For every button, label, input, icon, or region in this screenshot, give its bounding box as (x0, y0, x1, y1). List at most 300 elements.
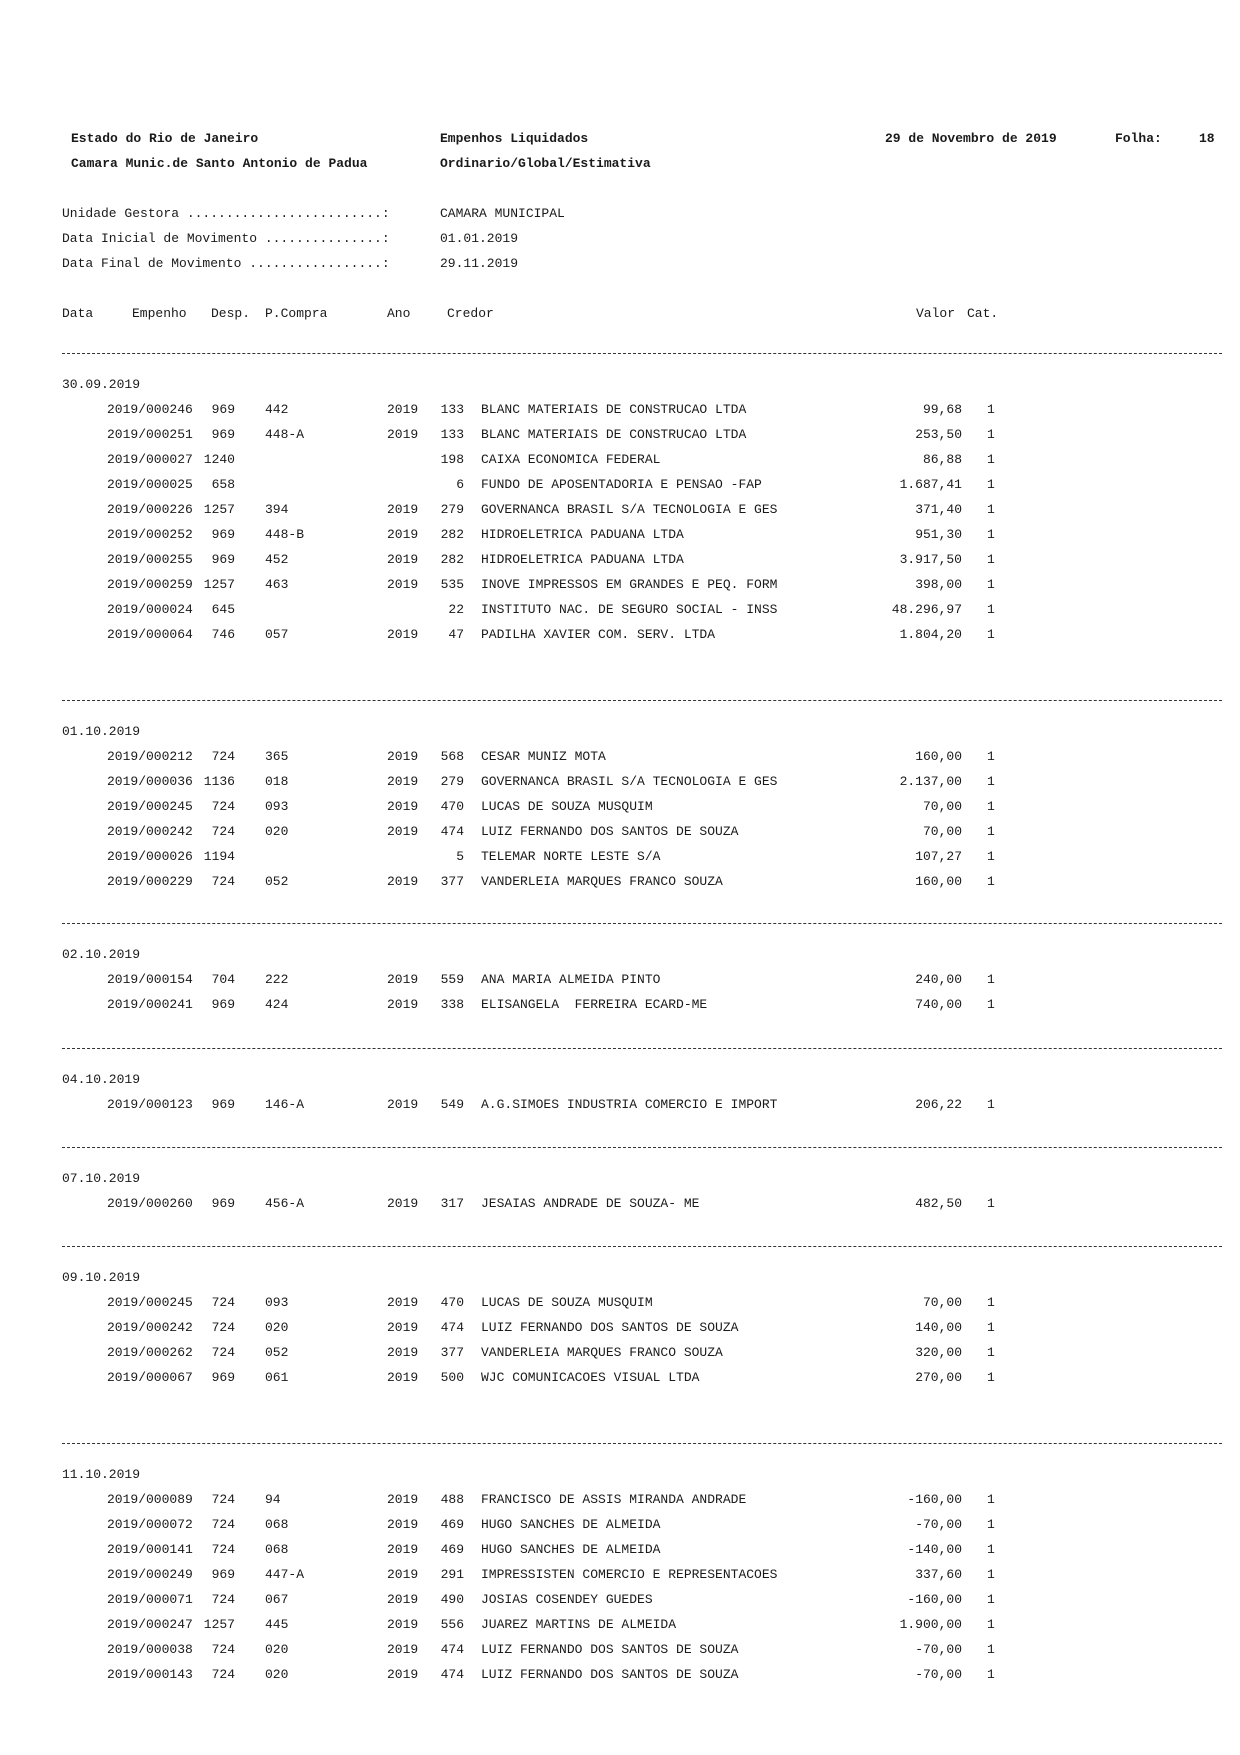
desp-cell: 969 (211, 402, 235, 417)
cat-cell: 1 (987, 749, 995, 764)
valor-cell: 270,00 (915, 1370, 962, 1385)
table-row (0, 527, 1240, 552)
credor-code-cell: 282 (440, 527, 464, 542)
col-data: Data (62, 306, 94, 321)
credor-name-cell: PADILHA XAVIER COM. SERV. LTDA (481, 627, 716, 642)
header-chamber: Camara Munic.de Santo Antonio de Padua (71, 156, 368, 171)
sheet-label: Folha: (1115, 131, 1162, 146)
table-row (0, 972, 1240, 997)
data-inicial-value: 01.01.2019 (440, 231, 519, 246)
empenho-cell: 2019/000249 (107, 1567, 193, 1582)
ano-cell: 2019 (387, 1567, 419, 1582)
section-separator (62, 923, 1222, 924)
section-separator (62, 1443, 1222, 1444)
ano-cell: 2019 (387, 1320, 419, 1335)
group-date: 30.09.2019 (62, 377, 141, 392)
cat-cell: 1 (987, 874, 995, 889)
pcompra-cell: 448-B (265, 527, 305, 542)
valor-cell: 3.917,50 (899, 552, 962, 567)
ano-cell: 2019 (387, 1542, 419, 1557)
credor-code-cell: 470 (440, 799, 464, 814)
pcompra-cell: 020 (265, 1642, 289, 1657)
desp-cell: 724 (211, 1320, 235, 1335)
desp-cell: 1257 (203, 1617, 235, 1632)
credor-code-cell: 559 (440, 972, 464, 987)
desp-cell: 724 (211, 874, 235, 889)
credor-name-cell: IMPRESSISTEN COMERCIO E REPRESENTACOES (481, 1567, 778, 1582)
pcompra-cell: 068 (265, 1542, 289, 1557)
empenho-cell: 2019/000143 (107, 1667, 193, 1682)
ano-cell: 2019 (387, 627, 419, 642)
valor-cell: 398,00 (915, 577, 962, 592)
empenho-cell: 2019/000226 (107, 502, 193, 517)
pcompra-cell: 020 (265, 824, 289, 839)
desp-cell: 1194 (203, 849, 235, 864)
cat-cell: 1 (987, 402, 995, 417)
cat-cell: 1 (987, 602, 995, 617)
desp-cell: 724 (211, 1542, 235, 1557)
ano-cell: 2019 (387, 552, 419, 567)
credor-code-cell: 474 (440, 1667, 464, 1682)
pcompra-cell: 093 (265, 799, 289, 814)
group-date: 09.10.2019 (62, 1270, 141, 1285)
credor-code-cell: 22 (448, 602, 464, 617)
ano-cell: 2019 (387, 1097, 419, 1112)
table-row (0, 1196, 1240, 1221)
credor-name-cell: BLANC MATERIAIS DE CONSTRUCAO LTDA (481, 427, 747, 442)
credor-name-cell: A.G.SIMOES INDUSTRIA COMERCIO E IMPORT (481, 1097, 778, 1112)
credor-code-cell: 279 (440, 502, 464, 517)
pcompra-cell: 222 (265, 972, 289, 987)
credor-code-cell: 47 (448, 627, 464, 642)
credor-name-cell: JUAREZ MARTINS DE ALMEIDA (481, 1617, 677, 1632)
desp-cell: 969 (211, 1196, 235, 1211)
credor-name-cell: INOVE IMPRESSOS EM GRANDES E PEQ. FORM (481, 577, 778, 592)
table-row (0, 1667, 1240, 1692)
valor-cell: 70,00 (922, 799, 962, 814)
desp-cell: 746 (211, 627, 235, 642)
credor-name-cell: LUIZ FERNANDO DOS SANTOS DE SOUZA (481, 1320, 739, 1335)
cat-cell: 1 (987, 799, 995, 814)
table-row (0, 849, 1240, 874)
credor-code-cell: 291 (440, 1567, 464, 1582)
empenho-cell: 2019/000242 (107, 1320, 193, 1335)
group-date: 07.10.2019 (62, 1171, 141, 1186)
valor-cell: 48.296,97 (891, 602, 962, 617)
empenho-cell: 2019/000025 (107, 477, 193, 492)
cat-cell: 1 (987, 1592, 995, 1607)
desp-cell: 969 (211, 997, 235, 1012)
ano-cell: 2019 (387, 799, 419, 814)
empenho-cell: 2019/000123 (107, 1097, 193, 1112)
cat-cell: 1 (987, 1345, 995, 1360)
cat-cell: 1 (987, 552, 995, 567)
unidade-value: CAMARA MUNICIPAL (440, 206, 565, 221)
pcompra-cell: 445 (265, 1617, 289, 1632)
pcompra-cell: 394 (265, 502, 289, 517)
desp-cell: 658 (211, 477, 235, 492)
empenho-cell: 2019/000089 (107, 1492, 193, 1507)
desp-cell: 969 (211, 1567, 235, 1582)
credor-name-cell: INSTITUTO NAC. DE SEGURO SOCIAL - INSS (481, 602, 778, 617)
cat-cell: 1 (987, 427, 995, 442)
empenho-cell: 2019/000071 (107, 1592, 193, 1607)
col-desp: Desp. (211, 306, 251, 321)
table-row (0, 1517, 1240, 1542)
valor-cell: -70,00 (915, 1667, 962, 1682)
table-row (0, 997, 1240, 1022)
ano-cell: 2019 (387, 1295, 419, 1310)
unidade-label: Unidade Gestora .........................: (62, 206, 390, 221)
pcompra-cell: 365 (265, 749, 289, 764)
desp-cell: 724 (211, 749, 235, 764)
valor-cell: 337,60 (915, 1567, 962, 1582)
empenho-cell: 2019/000259 (107, 577, 193, 592)
desp-cell: 1257 (203, 502, 235, 517)
cat-cell: 1 (987, 1517, 995, 1532)
credor-code-cell: 198 (440, 452, 464, 467)
group-date: 02.10.2019 (62, 947, 141, 962)
desp-cell: 1136 (203, 774, 235, 789)
empenho-cell: 2019/000247 (107, 1617, 193, 1632)
ano-cell: 2019 (387, 874, 419, 889)
cat-cell: 1 (987, 1097, 995, 1112)
credor-code-cell: 317 (440, 1196, 464, 1211)
valor-cell: 1.804,20 (899, 627, 962, 642)
credor-code-cell: 133 (440, 427, 464, 442)
table-row (0, 1542, 1240, 1567)
ano-cell: 2019 (387, 1642, 419, 1657)
ano-cell: 2019 (387, 1370, 419, 1385)
table-row (0, 552, 1240, 577)
credor-name-cell: HUGO SANCHES DE ALMEIDA (481, 1517, 661, 1532)
credor-name-cell: CESAR MUNIZ MOTA (481, 749, 606, 764)
valor-cell: -70,00 (915, 1517, 962, 1532)
pcompra-cell: 447-A (265, 1567, 305, 1582)
table-row (0, 1320, 1240, 1345)
col-ano: Ano (387, 306, 411, 321)
valor-cell: -160,00 (907, 1492, 962, 1507)
credor-name-cell: GOVERNANCA BRASIL S/A TECNOLOGIA E GES (481, 774, 778, 789)
valor-cell: 371,40 (915, 502, 962, 517)
table-row (0, 1370, 1240, 1395)
section-separator (62, 700, 1222, 701)
section-separator (62, 1048, 1222, 1049)
col-pcompra: P.Compra (265, 306, 328, 321)
pcompra-cell: 463 (265, 577, 289, 592)
section-separator (62, 1147, 1222, 1148)
desp-cell: 1257 (203, 577, 235, 592)
credor-code-cell: 549 (440, 1097, 464, 1112)
pcompra-cell: 093 (265, 1295, 289, 1310)
desp-cell: 724 (211, 1517, 235, 1532)
credor-code-cell: 568 (440, 749, 464, 764)
credor-name-cell: LUIZ FERNANDO DOS SANTOS DE SOUZA (481, 1642, 739, 1657)
cat-cell: 1 (987, 774, 995, 789)
desp-cell: 969 (211, 427, 235, 442)
ano-cell: 2019 (387, 1517, 419, 1532)
credor-name-cell: TELEMAR NORTE LESTE S/A (481, 849, 661, 864)
table-row (0, 577, 1240, 602)
credor-name-cell: GOVERNANCA BRASIL S/A TECNOLOGIA E GES (481, 502, 778, 517)
valor-cell: 160,00 (915, 749, 962, 764)
credor-code-cell: 282 (440, 552, 464, 567)
valor-cell: 482,50 (915, 1196, 962, 1211)
credor-name-cell: HUGO SANCHES DE ALMEIDA (481, 1542, 661, 1557)
ano-cell: 2019 (387, 577, 419, 592)
cat-cell: 1 (987, 997, 995, 1012)
cat-cell: 1 (987, 1567, 995, 1582)
empenho-cell: 2019/000154 (107, 972, 193, 987)
pcompra-cell: 452 (265, 552, 289, 567)
empenho-cell: 2019/000038 (107, 1642, 193, 1657)
credor-name-cell: LUCAS DE SOUZA MUSQUIM (481, 799, 653, 814)
valor-cell: 70,00 (922, 824, 962, 839)
table-row (0, 1617, 1240, 1642)
data-final-value: 29.11.2019 (440, 256, 519, 271)
ano-cell: 2019 (387, 502, 419, 517)
cat-cell: 1 (987, 1542, 995, 1557)
pcompra-cell: 020 (265, 1667, 289, 1682)
valor-cell: 160,00 (915, 874, 962, 889)
valor-cell: 240,00 (915, 972, 962, 987)
cat-cell: 1 (987, 1370, 995, 1385)
desp-cell: 704 (211, 972, 235, 987)
credor-code-cell: 6 (456, 477, 464, 492)
cat-cell: 1 (987, 452, 995, 467)
cat-cell: 1 (987, 1642, 995, 1657)
credor-name-cell: BLANC MATERIAIS DE CONSTRUCAO LTDA (481, 402, 747, 417)
table-row (0, 1345, 1240, 1370)
pcompra-cell: 052 (265, 874, 289, 889)
credor-code-cell: 474 (440, 1642, 464, 1657)
cat-cell: 1 (987, 849, 995, 864)
table-row (0, 502, 1240, 527)
credor-name-cell: LUCAS DE SOUZA MUSQUIM (481, 1295, 653, 1310)
ano-cell: 2019 (387, 1617, 419, 1632)
empenho-cell: 2019/000262 (107, 1345, 193, 1360)
credor-name-cell: FUNDO DE APOSENTADORIA E PENSAO -FAP (481, 477, 762, 492)
table-row (0, 1295, 1240, 1320)
table-row (0, 427, 1240, 452)
desp-cell: 969 (211, 527, 235, 542)
cat-cell: 1 (987, 627, 995, 642)
valor-cell: 107,27 (915, 849, 962, 864)
cat-cell: 1 (987, 1320, 995, 1335)
credor-code-cell: 470 (440, 1295, 464, 1310)
valor-cell: 740,00 (915, 997, 962, 1012)
pcompra-cell: 052 (265, 1345, 289, 1360)
credor-name-cell: LUIZ FERNANDO DOS SANTOS DE SOUZA (481, 1667, 739, 1682)
valor-cell: -160,00 (907, 1592, 962, 1607)
credor-code-cell: 474 (440, 1320, 464, 1335)
empenho-cell: 2019/000212 (107, 749, 193, 764)
desp-cell: 724 (211, 824, 235, 839)
credor-name-cell: LUIZ FERNANDO DOS SANTOS DE SOUZA (481, 824, 739, 839)
credor-name-cell: FRANCISCO DE ASSIS MIRANDA ANDRADE (481, 1492, 747, 1507)
credor-name-cell: JESAIAS ANDRADE DE SOUZA- ME (481, 1196, 700, 1211)
empenho-cell: 2019/000027 (107, 452, 193, 467)
valor-cell: -70,00 (915, 1642, 962, 1657)
valor-cell: 1.687,41 (899, 477, 962, 492)
table-row (0, 1097, 1240, 1122)
table-row (0, 477, 1240, 502)
desp-cell: 724 (211, 1295, 235, 1310)
desp-cell: 724 (211, 1345, 235, 1360)
ano-cell: 2019 (387, 1667, 419, 1682)
empenho-cell: 2019/000245 (107, 1295, 193, 1310)
credor-name-cell: ANA MARIA ALMEIDA PINTO (481, 972, 661, 987)
credor-code-cell: 474 (440, 824, 464, 839)
credor-code-cell: 500 (440, 1370, 464, 1385)
credor-code-cell: 490 (440, 1592, 464, 1607)
credor-code-cell: 377 (440, 874, 464, 889)
pcompra-cell: 448-A (265, 427, 305, 442)
valor-cell: 1.900,00 (899, 1617, 962, 1632)
pcompra-cell: 018 (265, 774, 289, 789)
empenho-cell: 2019/000229 (107, 874, 193, 889)
table-row (0, 1642, 1240, 1667)
pcompra-cell: 067 (265, 1592, 289, 1607)
data-final-label: Data Final de Movimento .................: (62, 256, 390, 271)
valor-cell: 99,68 (922, 402, 962, 417)
ano-cell: 2019 (387, 527, 419, 542)
col-credor: Credor (447, 306, 494, 321)
pcompra-cell: 424 (265, 997, 289, 1012)
credor-code-cell: 535 (440, 577, 464, 592)
table-row (0, 774, 1240, 799)
credor-code-cell: 469 (440, 1542, 464, 1557)
ano-cell: 2019 (387, 402, 419, 417)
ano-cell: 2019 (387, 427, 419, 442)
credor-name-cell: WJC COMUNICACOES VISUAL LTDA (481, 1370, 700, 1385)
desp-cell: 724 (211, 799, 235, 814)
valor-cell: 86,88 (922, 452, 962, 467)
cat-cell: 1 (987, 1492, 995, 1507)
credor-code-cell: 5 (456, 849, 464, 864)
empenho-cell: 2019/000260 (107, 1196, 193, 1211)
cat-cell: 1 (987, 1667, 995, 1682)
ano-cell: 2019 (387, 1492, 419, 1507)
empenho-cell: 2019/000026 (107, 849, 193, 864)
pcompra-cell: 057 (265, 627, 289, 642)
empenho-cell: 2019/000246 (107, 402, 193, 417)
valor-cell: 253,50 (915, 427, 962, 442)
pcompra-cell: 456-A (265, 1196, 305, 1211)
desp-cell: 724 (211, 1667, 235, 1682)
section-separator (62, 353, 1222, 354)
credor-code-cell: 488 (440, 1492, 464, 1507)
pcompra-cell: 068 (265, 1517, 289, 1532)
empenho-cell: 2019/000255 (107, 552, 193, 567)
empenho-cell: 2019/000036 (107, 774, 193, 789)
table-row (0, 1592, 1240, 1617)
empenho-cell: 2019/000251 (107, 427, 193, 442)
col-valor: Valor (916, 306, 956, 321)
valor-cell: 320,00 (915, 1345, 962, 1360)
valor-cell: 140,00 (915, 1320, 962, 1335)
report-date: 29 de Novembro de 2019 (885, 131, 1057, 146)
credor-name-cell: HIDROELETRICA PADUANA LTDA (481, 527, 684, 542)
sheet-number: 18 (1199, 131, 1215, 146)
valor-cell: 2.137,00 (899, 774, 962, 789)
cat-cell: 1 (987, 477, 995, 492)
pcompra-cell: 020 (265, 1320, 289, 1335)
ano-cell: 2019 (387, 997, 419, 1012)
cat-cell: 1 (987, 824, 995, 839)
empenho-cell: 2019/000064 (107, 627, 193, 642)
table-row (0, 799, 1240, 824)
ano-cell: 2019 (387, 1592, 419, 1607)
empenho-cell: 2019/000072 (107, 1517, 193, 1532)
credor-code-cell: 279 (440, 774, 464, 789)
credor-code-cell: 469 (440, 1517, 464, 1532)
table-row (0, 627, 1240, 652)
table-row (0, 1567, 1240, 1592)
cat-cell: 1 (987, 1617, 995, 1632)
table-row (0, 824, 1240, 849)
empenho-cell: 2019/000241 (107, 997, 193, 1012)
cat-cell: 1 (987, 1196, 995, 1211)
pcompra-cell: 146-A (265, 1097, 305, 1112)
pcompra-cell: 94 (265, 1492, 281, 1507)
desp-cell: 969 (211, 1097, 235, 1112)
cat-cell: 1 (987, 577, 995, 592)
table-row (0, 452, 1240, 477)
group-date: 01.10.2019 (62, 724, 141, 739)
ano-cell: 2019 (387, 1345, 419, 1360)
table-row (0, 1492, 1240, 1517)
empenho-cell: 2019/000141 (107, 1542, 193, 1557)
credor-code-cell: 338 (440, 997, 464, 1012)
empenho-cell: 2019/000245 (107, 799, 193, 814)
credor-name-cell: CAIXA ECONOMICA FEDERAL (481, 452, 661, 467)
data-inicial-label: Data Inicial de Movimento ...............: (62, 231, 390, 246)
credor-name-cell: JOSIAS COSENDEY GUEDES (481, 1592, 653, 1607)
ano-cell: 2019 (387, 774, 419, 789)
desp-cell: 969 (211, 1370, 235, 1385)
report-subtitle: Ordinario/Global/Estimativa (440, 156, 651, 171)
cat-cell: 1 (987, 972, 995, 987)
desp-cell: 724 (211, 1492, 235, 1507)
credor-name-cell: HIDROELETRICA PADUANA LTDA (481, 552, 684, 567)
empenho-cell: 2019/000067 (107, 1370, 193, 1385)
desp-cell: 724 (211, 1592, 235, 1607)
credor-code-cell: 556 (440, 1617, 464, 1632)
desp-cell: 1240 (203, 452, 235, 467)
group-date: 11.10.2019 (62, 1467, 141, 1482)
col-cat: Cat. (967, 306, 999, 321)
cat-cell: 1 (987, 1295, 995, 1310)
table-row (0, 402, 1240, 427)
empenho-cell: 2019/000242 (107, 824, 193, 839)
empenho-cell: 2019/000024 (107, 602, 193, 617)
desp-cell: 969 (211, 552, 235, 567)
ano-cell: 2019 (387, 1196, 419, 1211)
report-title: Empenhos Liquidados (440, 131, 589, 146)
valor-cell: -140,00 (907, 1542, 962, 1557)
empenho-cell: 2019/000252 (107, 527, 193, 542)
credor-code-cell: 377 (440, 1345, 464, 1360)
col-empenho: Empenho (132, 306, 187, 321)
credor-name-cell: ELISANGELA FERREIRA ECARD-ME (481, 997, 708, 1012)
header-state: Estado do Rio de Janeiro (71, 131, 259, 146)
pcompra-cell: 061 (265, 1370, 289, 1385)
cat-cell: 1 (987, 502, 995, 517)
table-row (0, 749, 1240, 774)
ano-cell: 2019 (387, 749, 419, 764)
ano-cell: 2019 (387, 972, 419, 987)
